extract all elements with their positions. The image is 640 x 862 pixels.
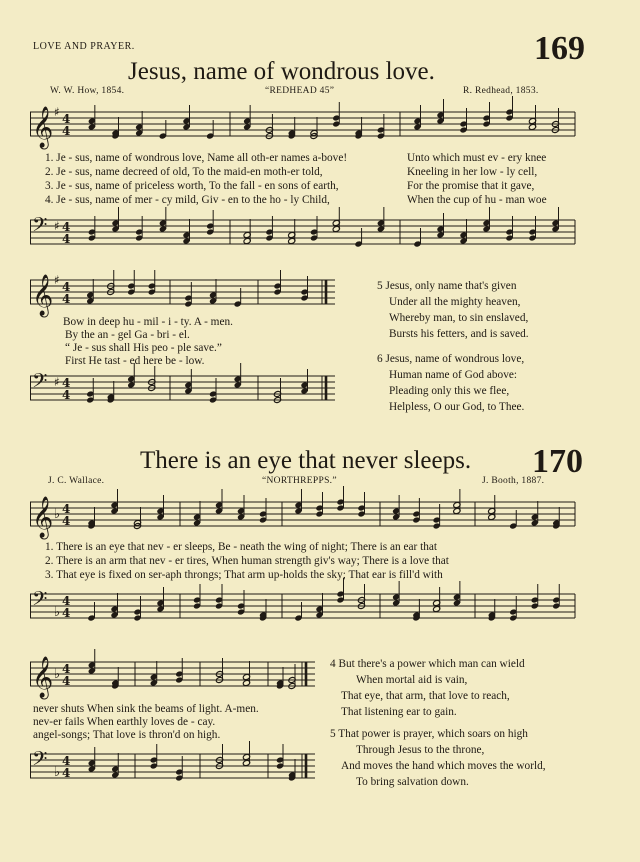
hymn-169-verse-3-b: For the promise that it gave,	[407, 180, 535, 192]
svg-text:4: 4	[62, 766, 71, 780]
svg-text:𝄢: 𝄢	[32, 213, 48, 241]
hymn-169-verse-1-a: 1. Je - sus, name of wondrous love, Name all oth-er names a-bove!	[45, 152, 348, 164]
hymn-169-bass-staff-2	[30, 366, 335, 414]
svg-text:♭: ♭	[54, 605, 61, 620]
svg-text:4: 4	[62, 280, 71, 294]
svg-text:4: 4	[62, 232, 71, 246]
svg-text:𝄢: 𝄢	[32, 747, 48, 775]
hymn-169-treble-staff-1	[30, 102, 575, 150]
hymn-170-stanza-5-line-4: To bring salvation down.	[356, 776, 469, 788]
hymn-169-verse-4-a: 4. Je - sus, name of mer - cy mild, Giv - en to the ho - ly Child,	[45, 194, 330, 206]
hymn-170-stanza-5-line-1: 5 That power is prayer, which soars on high	[330, 728, 528, 740]
svg-text:♯: ♯	[54, 219, 60, 233]
hymn-169-verse-2-c: By the an - gel Ga - bri - el.	[65, 329, 190, 341]
hymn-169-bass-staff-1	[30, 210, 575, 258]
hymn-169-treble-staff-2	[30, 270, 335, 318]
svg-text:4: 4	[62, 502, 71, 516]
svg-text:♭: ♭	[54, 507, 61, 522]
svg-text:𝄞: 𝄞	[32, 657, 54, 698]
hymn-169-stanza-5-line-4: Bursts his fetters, and is saved.	[389, 328, 529, 340]
svg-text:4: 4	[62, 388, 71, 402]
hymn-170-verse-1-a: 1. There is an eye that nev - er sleeps, Be - neath the wing of night; There is an ear that	[45, 541, 438, 553]
svg-text:4: 4	[62, 514, 71, 528]
svg-text:4: 4	[62, 292, 71, 306]
svg-text:𝄞: 𝄞	[32, 275, 54, 316]
hymn-170-verse-1-b: never shuts When sink the beams of light. A-men.	[33, 703, 259, 715]
hymn-169-title: Jesus, name of wondrous love.	[128, 58, 435, 85]
hymn-170-verse-3-b: angel-songs; That love is thron'd on high.	[33, 729, 221, 741]
hymn-170-composer: J. Booth, 1887.	[482, 476, 545, 486]
hymn-169-stanza-5-line-1: 5 Jesus, only name that's given	[377, 280, 517, 292]
hymn-170-author: J. C. Wallace.	[48, 476, 105, 486]
hymn-169-stanza-6-line-3: Pleading only this we flee,	[389, 385, 510, 397]
hymn-170-treble-staff-1	[30, 492, 575, 540]
hymn-170-title: There is an eye that never sleeps.	[140, 447, 472, 474]
svg-text:♯: ♯	[54, 375, 60, 389]
svg-text:4: 4	[62, 754, 71, 768]
hymn-170-bass-staff-2	[30, 744, 315, 792]
hymn-169-author: W. W. How, 1854.	[50, 86, 125, 96]
svg-text:4: 4	[62, 112, 71, 126]
hymn-170-verse-2-b: nev-er fails When earthly loves de - cay.	[33, 716, 216, 728]
hymn-170-stanza-4-line-4: That listening ear to gain.	[341, 706, 457, 718]
svg-text:4: 4	[62, 376, 71, 390]
hymn-169-verse-3-a: 3. Je - sus, name of priceless worth, To the fall - en sons of earth,	[45, 180, 339, 192]
hymn-170-verse-2-a: 2. There is an arm that nev - er tires, When human strength giv's way; There is a love that	[45, 555, 449, 567]
hymn-169-stanza-5-line-3: Whereby man, to sin enslaved,	[389, 312, 529, 324]
svg-text:𝄢: 𝄢	[32, 587, 48, 615]
hymn-170-bass-staff-1	[30, 584, 575, 632]
hymn-169-verse-4-b: When the cup of hu - man woe	[407, 194, 547, 206]
hymn-169-verse-3-c: “ Je - sus shall His peo - ple save.”	[65, 342, 222, 354]
svg-text:𝄢: 𝄢	[32, 369, 48, 397]
hymn-170-stanza-5-line-2: Through Jesus to the throne,	[356, 744, 485, 756]
hymn-169-stanza-6-line-4: Helpless, O our God, to Thee.	[389, 401, 525, 413]
hymn-169-verse-1-b: Unto which must ev - ery knee	[407, 152, 547, 164]
svg-text:♯: ♯	[54, 273, 60, 287]
svg-text:♭: ♭	[54, 667, 61, 682]
hymn-169-composer: R. Redhead, 1853.	[463, 86, 539, 96]
hymn-169-tune: “REDHEAD 45”	[265, 86, 335, 96]
svg-text:♯: ♯	[54, 105, 60, 119]
svg-text:4: 4	[62, 594, 71, 608]
hymn-169-verse-4-c: First He tast - ed here be - low.	[65, 355, 205, 367]
hymn-170-verse-3-a: 3. That eye is fixed on ser-aph throngs; That arm up-holds the sky; That ear is fill'd with	[45, 569, 443, 581]
svg-text:𝄞: 𝄞	[32, 497, 54, 538]
hymn-169-verse-1-c: Bow in deep hu - mil - i - ty. A - men.	[63, 316, 233, 328]
hymn-170-stanza-4-line-2: When mortal aid is vain,	[356, 674, 468, 686]
hymn-169-number: 169	[534, 30, 585, 67]
svg-text:4: 4	[62, 606, 71, 620]
hymn-169-verse-2-a: 2. Je - sus, name decreed of old, To the maid-en moth-er told,	[45, 166, 323, 178]
svg-text:𝄞: 𝄞	[32, 107, 54, 148]
section-heading: LOVE AND PRAYER.	[33, 41, 135, 52]
hymn-169-stanza-5-line-2: Under all the mighty heaven,	[389, 296, 521, 308]
svg-text:4: 4	[62, 674, 71, 688]
hymn-170-tune: “NORTHREPPS.”	[262, 476, 337, 486]
svg-text:4: 4	[62, 662, 71, 676]
svg-text:♭: ♭	[54, 765, 61, 780]
hymn-170-stanza-4-line-1: 4 But there's a power which man can wield	[330, 658, 525, 670]
hymn-170-stanza-5-line-3: And moves the hand which moves the world,	[341, 760, 546, 772]
svg-text:4: 4	[62, 124, 71, 138]
hymn-169-stanza-6-line-1: 6 Jesus, name of wondrous love,	[377, 353, 525, 365]
hymn-169-verse-2-b: Kneeling in her low - ly cell,	[407, 166, 538, 178]
hymn-169-stanza-6-line-2: Human name of God above:	[389, 369, 517, 381]
hymn-170-number: 170	[532, 443, 583, 480]
svg-text:4: 4	[62, 220, 71, 234]
hymn-170-stanza-4-line-3: That eye, that arm, that love to reach,	[341, 690, 510, 702]
hymn-170-treble-staff-2	[30, 652, 315, 700]
